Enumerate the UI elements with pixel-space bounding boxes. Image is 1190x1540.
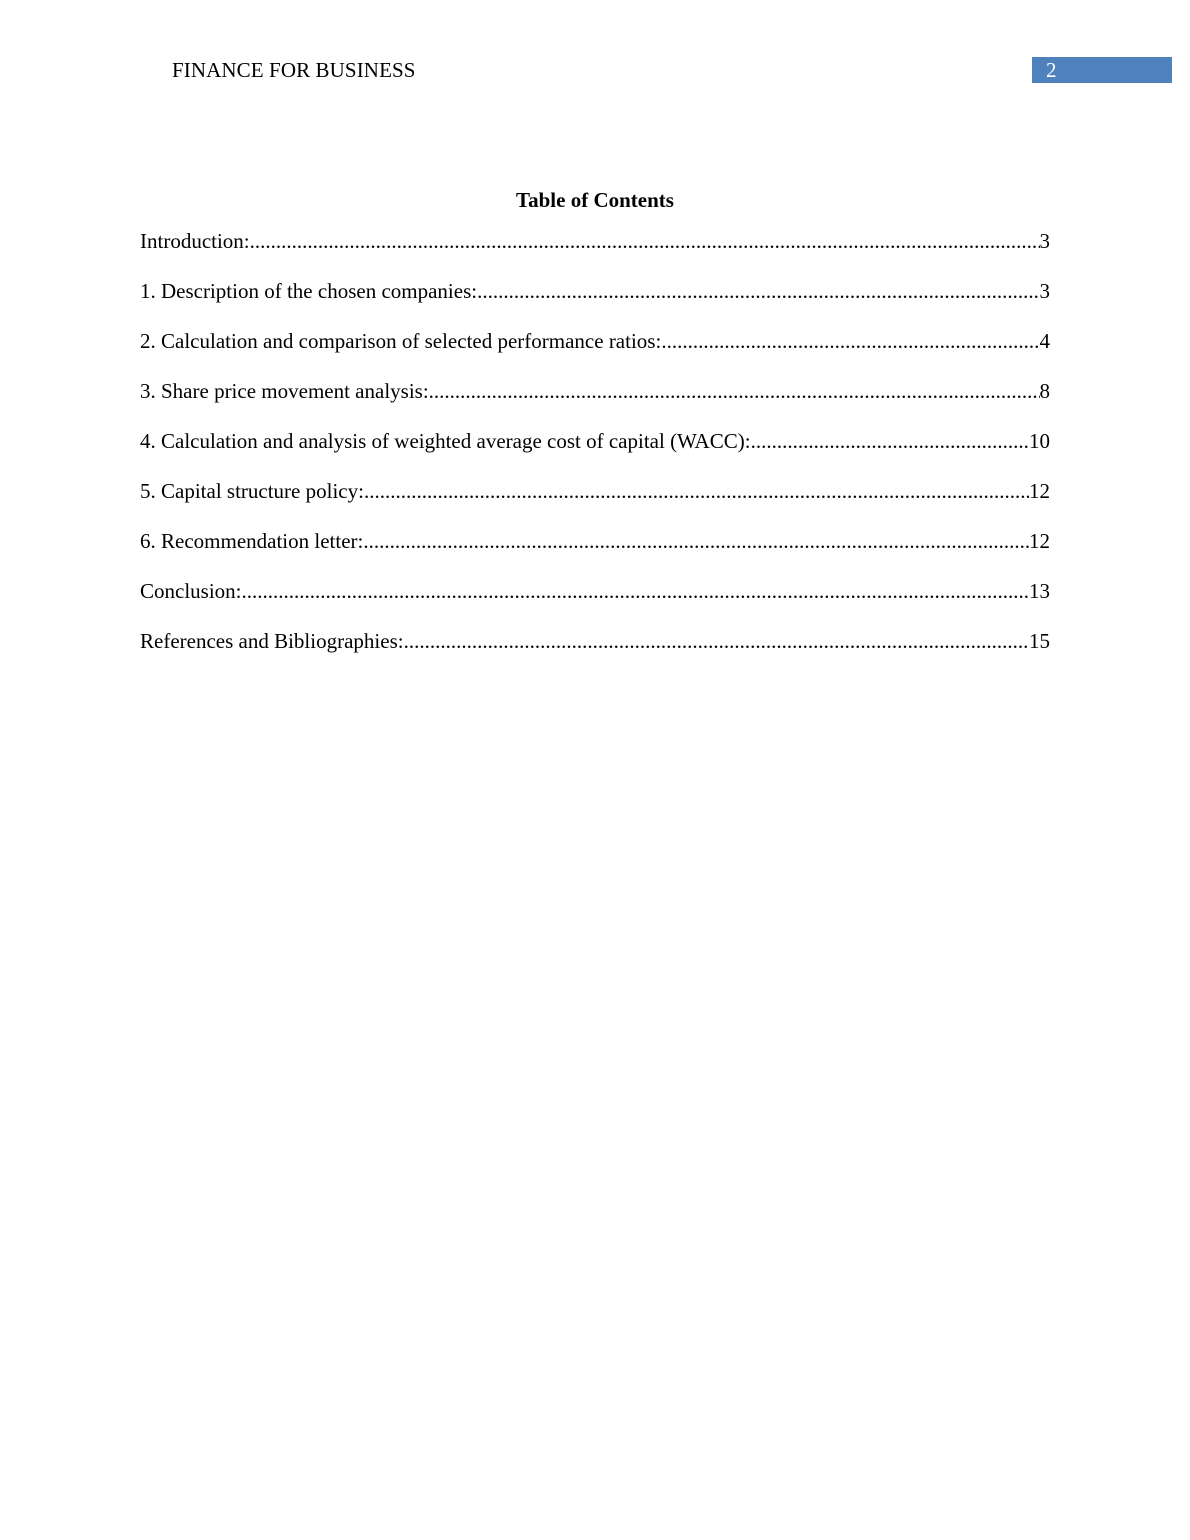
toc-entry-description[interactable] — [140, 277, 1050, 327]
toc-dot-leader — [250, 227, 1040, 255]
toc-entry-page: 12 — [1029, 479, 1050, 503]
page-number: 2 — [1046, 58, 1057, 82]
toc-entry-page: 12 — [1029, 529, 1050, 553]
toc-title: Table of Contents — [516, 188, 674, 212]
toc-entry-page: 15 — [1029, 629, 1050, 653]
toc-entry-page: 10 — [1029, 429, 1050, 453]
toc-entry-label: 6. Recommendation letter: — [140, 529, 364, 553]
toc-entry-introduction[interactable] — [140, 227, 1050, 277]
toc-entry-label: 5. Capital structure policy: — [140, 479, 364, 503]
toc-dot-leader — [751, 427, 1029, 455]
toc-dot-leader — [429, 377, 1040, 405]
toc-entry-ratios[interactable] — [140, 327, 1050, 377]
toc-entry-recommendation[interactable] — [140, 527, 1050, 577]
toc-entry-page: 3 — [1039, 229, 1050, 253]
toc-entry-page: 8 — [1039, 379, 1050, 403]
toc-dot-leader — [242, 577, 1029, 605]
toc-entry-label: 1. Description of the chosen companies: — [140, 279, 478, 303]
toc-entry-label: 3. Share price movement analysis: — [140, 379, 429, 403]
toc-entry-page: 13 — [1029, 579, 1050, 603]
toc-dot-leader — [477, 277, 1039, 305]
running-header-title: FINANCE FOR BUSINESS — [172, 58, 416, 82]
toc-dot-leader — [661, 327, 1039, 355]
page-number-badge — [1032, 57, 1172, 83]
toc-dot-leader — [363, 527, 1029, 555]
toc-entry-share-price[interactable] — [140, 377, 1050, 427]
table-of-contents — [140, 227, 1050, 677]
toc-entry-references[interactable] — [140, 627, 1050, 677]
toc-entry-wacc[interactable] — [140, 427, 1050, 477]
toc-entry-label: Conclusion: — [140, 579, 242, 603]
toc-dot-leader — [404, 627, 1029, 655]
toc-entry-label: Introduction: — [140, 229, 250, 253]
toc-entry-conclusion[interactable] — [140, 577, 1050, 627]
toc-entry-label: 2. Calculation and comparison of selected performance ratios: — [140, 329, 662, 353]
toc-entry-page: 3 — [1039, 279, 1050, 303]
toc-entry-label: References and Bibliographies: — [140, 629, 404, 653]
toc-entry-label: 4. Calculation and analysis of weighted average cost of capital (WACC): — [140, 429, 751, 453]
toc-dot-leader — [364, 477, 1029, 505]
toc-entry-capital-structure[interactable] — [140, 477, 1050, 527]
toc-entry-page: 4 — [1039, 329, 1050, 353]
